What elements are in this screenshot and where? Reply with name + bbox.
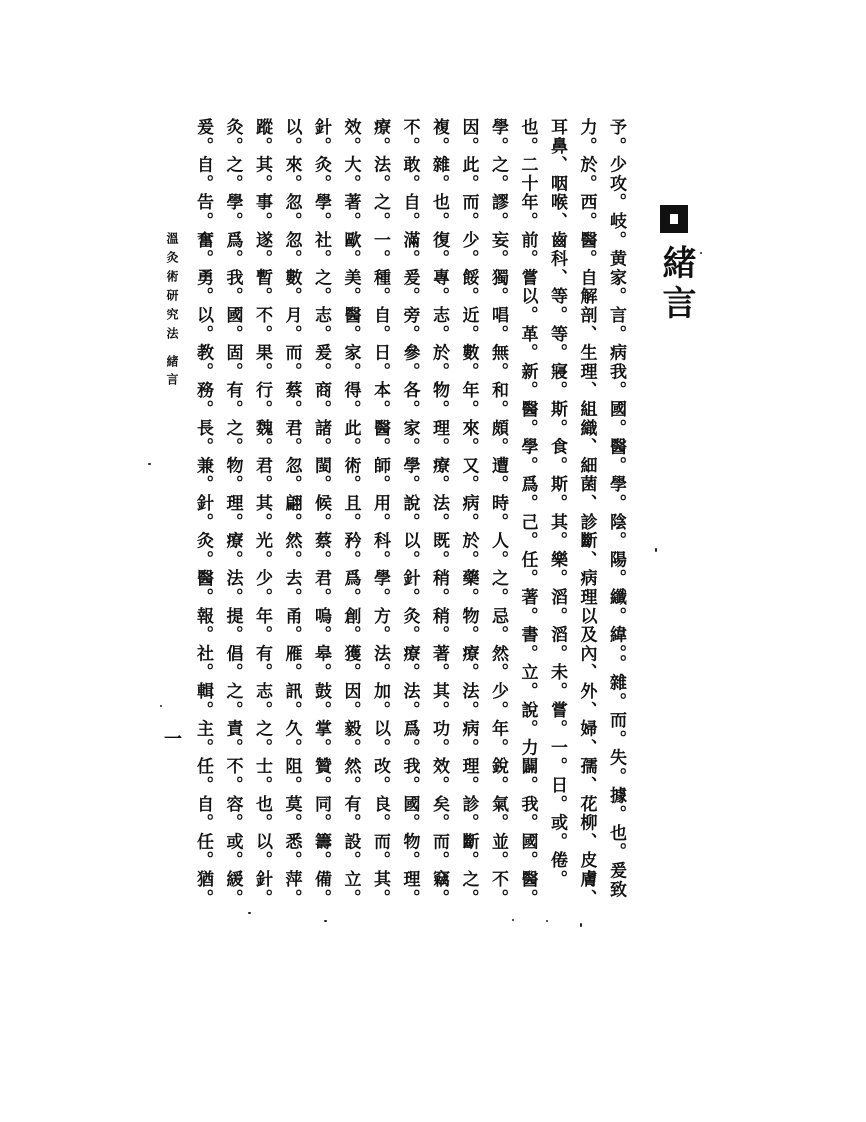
scan-speck (160, 705, 162, 707)
scan-speck (580, 923, 582, 927)
running-head: 溫灸術研究法 (165, 232, 179, 346)
scan-speck (324, 920, 327, 922)
chapter-title-text: 緒言 (656, 245, 696, 325)
page-number: 一 (164, 729, 182, 750)
scan-speck (148, 463, 151, 465)
scan-speck (655, 548, 657, 552)
body-paragraph: 予。少攻。岐。黄家。言。病我。國。醫。學。陰。陽。纖。緯。。雜。而。失。據。也。爰致力。於。西。醫。自解剖、生理、組織、細菌、診斷、病理以及內、外、婦、孺、花柳、皮膚、耳鼻、咽喉、齒科、等。等。寢。斯。食。斯。其。樂。滔。滔。未。嘗。一。日。或。倦。也。二十年。前。嘗以。革。新。醫。學。爲。己。任。著。書。立。說。力闢。我。國。醫。學。之。謬。妄。獨。唱。無。和。頗。遭。時。人。之。忌。然。少。年。銳。氣。並。不。因。此。而。少。餒。近。數。年。來。又。病。於。藥。物。療。法。病。理。診。斷。之。複。雜。也。復。專。志。於。物。理。療。法。既。稍。稍。著。其。功。效。矣。而。竊。不。敢。自。滿。爰。旁。參。各。家。學。說。以。針。灸。療。法。爲。我。國。物。理。療。法。之。一。種。自。日。本。醫。師。用。科。學。方。法。加。以。改。良。而。其。效。大。著。歐。美。醫。家。得。此。術。且。矜。爲。創。獲。因。毅。然。有。設。立。針。灸。學。社。之。志。爰。商。諸。閩。候。蔡。君。嗚。皋。鼓。掌。贊。同。籌。備。以。來。忽。忽。數。月。而。蔡。君。忽。翩。然。去。甬。雁。訊。久。阻。莫。悉。萍。蹤。其。事。遂。暫。不。果。行。魏。君。其。光。少。年。有。志。之。士。也。以。針。灸。之。學。爲。我。國。固。有。之。物。理。療。法。提。倡。之。責。不。容。或。緩。爰。自。告。奮。勇。以。教。務。長。兼。針。灸。醫。報。社。輯。主。任。自。任。猶。 (193, 118, 626, 908)
running-section-name: 緒言 (165, 355, 179, 391)
scan-speck (546, 920, 548, 922)
body-text (190, 118, 630, 908)
scan-speck (248, 912, 251, 914)
chapter-title (650, 205, 700, 355)
title-square-marker (660, 205, 688, 233)
scan-speck (700, 252, 702, 254)
scan-speck (512, 919, 514, 921)
